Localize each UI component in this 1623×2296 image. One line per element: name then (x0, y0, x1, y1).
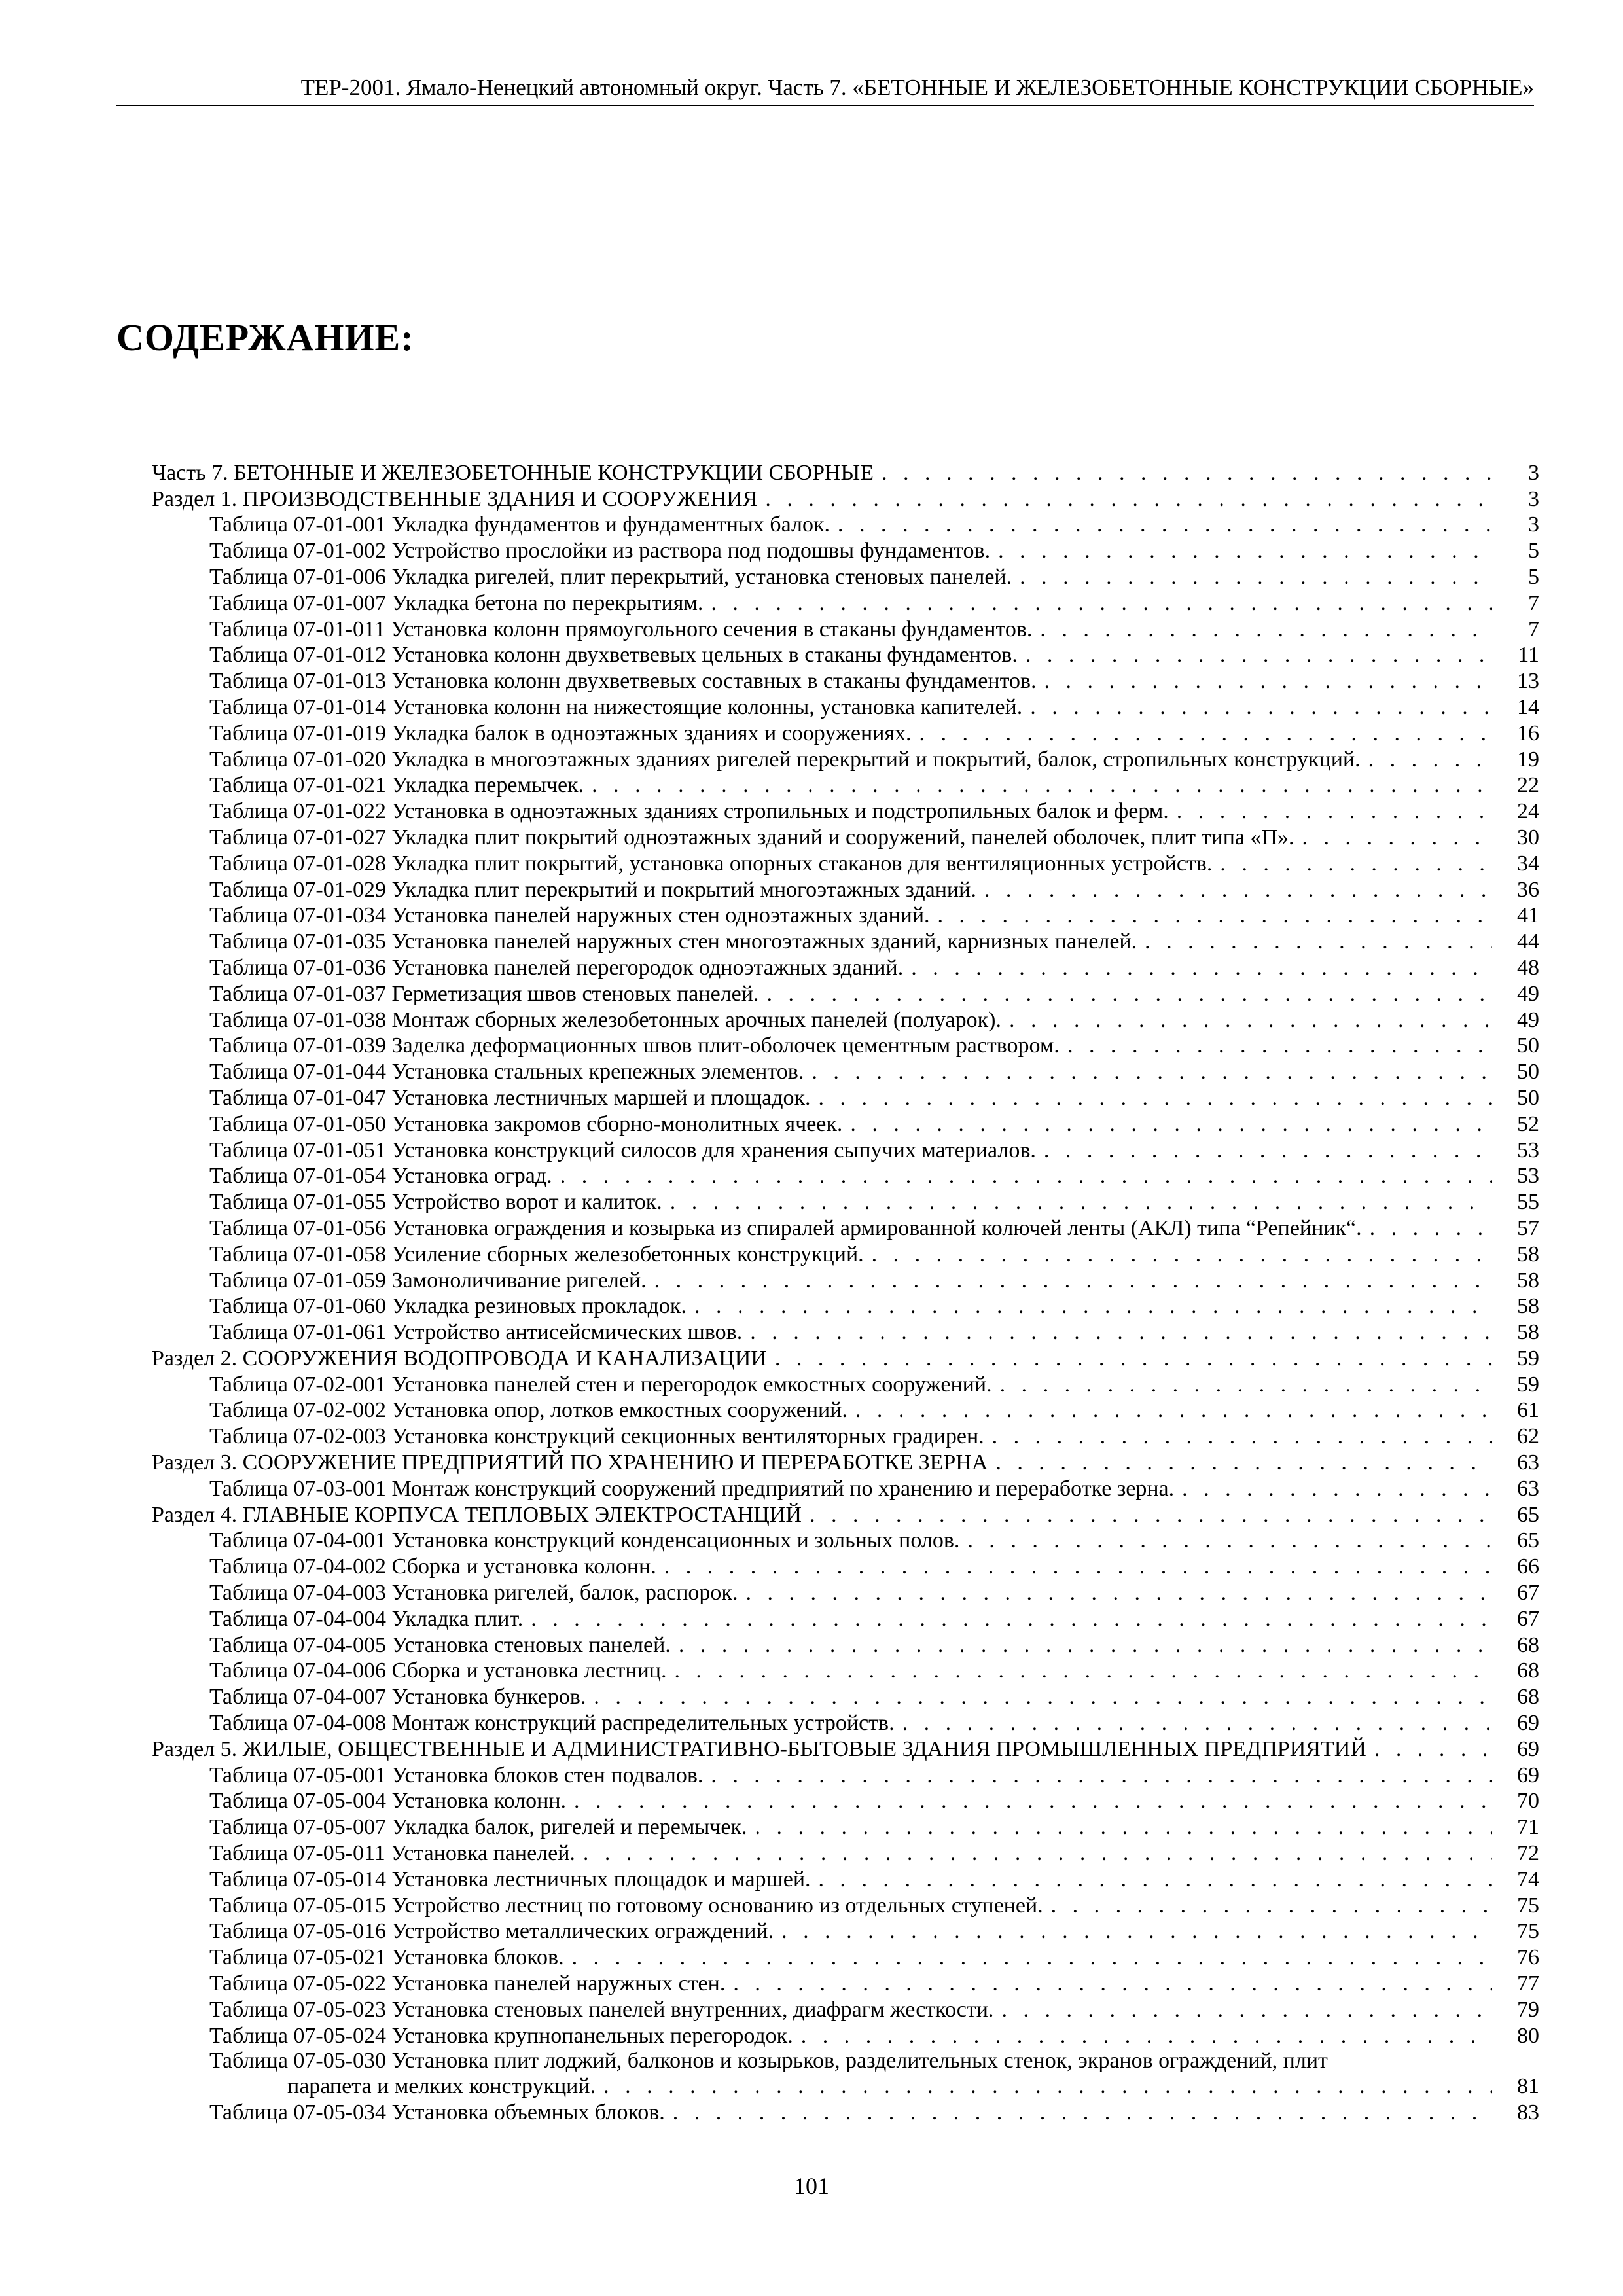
toc-entry[interactable] (152, 1293, 1539, 1319)
toc-entry-text: Таблица 07-01-056 Установка ограждения и козырька из спиралей армированной колючей ленты (АКЛ) типа “Репейник“. (209, 1215, 1362, 1240)
leader-dots (838, 512, 1492, 537)
toc-entry[interactable] (152, 1553, 1539, 1579)
toc-entry[interactable] (152, 1762, 1539, 1788)
toc-entry-text: Таблица 07-01-055 Устройство ворот и калиток. (209, 1190, 662, 1215)
toc-page-number: 58 (1517, 1320, 1539, 1345)
leader-dots (594, 1685, 1492, 1710)
toc-entry-text: Таблица 07-01-037 Герметизация швов стеновых панелей. (209, 981, 759, 1006)
toc-page-number: 53 (1517, 1138, 1539, 1162)
toc-page-number: 69 (1517, 1736, 1539, 1761)
toc-entry-text: Таблица 07-01-007 Укладка бетона по перекрытиям. (209, 590, 704, 615)
toc-page-number: 44 (1517, 929, 1539, 954)
toc-entry-text: Таблица 07-01-034 Установка панелей наружных стен одноэтажных зданий. (209, 903, 930, 928)
toc-entry[interactable] (152, 1840, 1539, 1866)
toc-page-number: 22 (1517, 773, 1539, 798)
leader-dots (992, 1424, 1492, 1449)
toc-entry-text: Таблица 07-01-019 Укладка балок в одноэтажных зданиях и сооружениях. (209, 721, 912, 745)
toc-entry-text-continued: парапета и мелких конструкций. (287, 2074, 596, 2099)
toc-part[interactable] (152, 459, 1539, 486)
toc-entry-text: Таблица 07-01-038 Монтаж сборных железобетонных арочных панелей (полуарок). (209, 1007, 1001, 1032)
toc-entry-text: Таблица 07-01-058 Усиление сборных железобетонных конструкций. (209, 1242, 864, 1266)
toc-entry-text: Таблица 07-05-016 Устройство металлических ограждений. (209, 1919, 774, 1944)
toc-entry-text: Таблица 07-01-006 Укладка ригелей, плит перекрытий, установка стеновых панелей. (209, 564, 1012, 589)
toc-entry-text: Таблица 07-04-008 Монтаж конструкций распределительных устройств. (209, 1711, 895, 1736)
leader-dots (1220, 852, 1492, 876)
toc-page-number: 69 (1517, 1711, 1539, 1736)
toc-entry[interactable] (152, 876, 1539, 903)
toc-page-number: 77 (1517, 1971, 1539, 1996)
toc-entry[interactable] (152, 1319, 1539, 1345)
toc-page-number: 67 (1517, 1606, 1539, 1631)
toc-page-number: 24 (1517, 799, 1539, 824)
toc-entry-text: Таблица 07-05-024 Установка крупнопанельных перегородок. (209, 2023, 793, 2048)
toc-entry-text: Таблица 07-01-061 Устройство антисейсмических швов. (209, 1320, 743, 1345)
toc-entry[interactable] (152, 746, 1539, 772)
toc-entry-text: Таблица 07-01-001 Укладка фундаментов и фундаментных балок. (209, 512, 830, 537)
header-rule (116, 105, 1534, 106)
page-number: 101 (794, 2173, 829, 2199)
toc-entry-text: Таблица 07-04-003 Установка ригелей, балок, распорок. (209, 1581, 738, 1605)
toc-entry[interactable] (152, 1710, 1539, 1736)
toc-entry-text: Таблица 07-01-060 Укладка резиновых прокладок. (209, 1294, 687, 1319)
toc-entry[interactable] (152, 772, 1539, 798)
toc-entry[interactable] (152, 928, 1539, 954)
toc-entry-text: Таблица 07-05-021 Установка блоков. (209, 1945, 564, 1970)
toc-entry[interactable] (152, 1814, 1539, 1840)
leader-dots (694, 1294, 1492, 1319)
toc-entry-text: Таблица 07-04-007 Установка бункеров. (209, 1685, 586, 1710)
toc-page-number: 83 (1517, 2100, 1539, 2125)
toc-entry-text: Таблица 07-05-023 Установка стеновых панелей внутренних, диафрагм жесткости. (209, 1997, 994, 2022)
leader-dots (819, 1867, 1492, 1892)
toc-entry[interactable] (152, 1996, 1539, 2022)
leader-dots (998, 539, 1492, 564)
toc-page-number: 53 (1517, 1164, 1539, 1189)
leader-dots (711, 591, 1492, 616)
leader-dots (673, 2100, 1492, 2125)
leader-dots (995, 1450, 1492, 1475)
toc-entry-text: Таблица 07-04-004 Укладка плит. (209, 1606, 524, 1631)
toc-entry-text: Раздел 4. ГЛАВНЫЕ КОРПУСА ТЕПЛОВЫХ ЭЛЕКТРОСТАНЦИЙ (152, 1502, 802, 1527)
toc-entry[interactable] (152, 954, 1539, 980)
leader-dots (733, 1971, 1492, 1996)
toc-entry[interactable] (152, 1267, 1539, 1293)
toc-entry-text: Таблица 07-01-029 Укладка плит перекрытий и покрытий многоэтажных зданий. (209, 877, 976, 902)
leader-dots (574, 1789, 1492, 1814)
toc-section[interactable] (152, 1449, 1539, 1475)
leader-dots (674, 1659, 1492, 1683)
toc-entry-text: Таблица 07-05-004 Установка колонн. (209, 1789, 567, 1814)
toc-entry[interactable] (152, 1918, 1539, 1945)
toc-entry[interactable] (152, 980, 1539, 1007)
table-of-contents (152, 459, 1539, 2125)
toc-entry[interactable] (152, 1371, 1539, 1397)
toc-entry-text: Таблица 07-01-039 Заделка деформационных швов плит-оболочек цементным раствором. (209, 1033, 1060, 1058)
toc-page-number: 14 (1517, 694, 1539, 719)
toc-entry-text: Таблица 07-01-054 Установка оград. (209, 1164, 552, 1189)
leader-dots (531, 1607, 1492, 1632)
leader-dots (812, 1060, 1492, 1085)
toc-entry[interactable] (152, 1189, 1539, 1215)
toc-entry[interactable] (152, 1683, 1539, 1710)
toc-entry[interactable] (152, 512, 1539, 538)
toc-page-number: 19 (1517, 747, 1539, 772)
toc-entry[interactable] (152, 668, 1539, 694)
toc-page-number: 58 (1517, 1268, 1539, 1293)
toc-entry-text: Таблица 07-05-001 Установка блоков стен подвалов. (209, 1763, 704, 1787)
toc-entries (152, 459, 1539, 2049)
toc-entry-text: Таблица 07-01-035 Установка панелей наружных стен многоэтажных зданий, карнизных панелей. (209, 929, 1137, 954)
leader-dots (1044, 1138, 1492, 1163)
leader-dots (1302, 825, 1492, 850)
toc-entry-text: Таблица 07-05-030 Установка плит лоджий, балконов и козырьков, разделительных стенок, экранов ограждений, плит (209, 2048, 1328, 2073)
leader-dots (765, 487, 1492, 512)
toc-entry-text: Таблица 07-05-022 Установка панелей наружных стен. (209, 1971, 726, 1996)
toc-entry-text: Раздел 1. ПРОИЗВОДСТВЕННЫЕ ЗДАНИЯ И СООРУЖЕНИЯ (152, 486, 758, 511)
toc-page-number: 79 (1517, 1997, 1539, 2022)
leader-dots (1026, 643, 1492, 668)
toc-page-number: 48 (1517, 955, 1539, 980)
toc-page-number: 71 (1517, 1815, 1539, 1840)
leader-dots (670, 1190, 1492, 1215)
toc-entry-text: Таблица 07-03-001 Монтаж конструкций сооружений предприятий по хранению и переработке зерна. (209, 1476, 1175, 1501)
toc-page-number: 50 (1517, 1060, 1539, 1085)
toc-entry-text: Таблица 07-01-002 Устройство прослойки из раствора под подошвы фундаментов. (209, 539, 991, 564)
toc-entry[interactable] (152, 616, 1539, 642)
toc-entry[interactable] (152, 537, 1539, 564)
toc-entry[interactable] (152, 1970, 1539, 1996)
toc-entry[interactable] (152, 1241, 1539, 1267)
toc-entry[interactable] (152, 1085, 1539, 1111)
toc-page-number: 70 (1517, 1789, 1539, 1814)
leader-dots (882, 461, 1492, 486)
toc-entry[interactable] (152, 1163, 1539, 1189)
leader-dots (938, 903, 1492, 928)
toc-page-number: 7 (1528, 617, 1539, 641)
toc-entry[interactable] (152, 1658, 1539, 1684)
toc-page-number: 68 (1517, 1632, 1539, 1657)
toc-page-number: 65 (1517, 1502, 1539, 1527)
leader-dots (1030, 695, 1492, 720)
leader-dots (1374, 1737, 1492, 1762)
leader-dots (775, 1346, 1492, 1371)
toc-entry[interactable] (152, 1944, 1539, 1970)
leader-dots (679, 1633, 1492, 1658)
toc-page-number: 50 (1517, 1085, 1539, 1110)
toc-page-number: 59 (1517, 1372, 1539, 1397)
toc-page-number: 3 (1528, 486, 1539, 511)
toc-page-number: 52 (1517, 1111, 1539, 1136)
toc-entry-text: Раздел 2. СООРУЖЕНИЯ ВОДОПРОВОДА И КАНАЛИЗАЦИИ (152, 1346, 767, 1371)
toc-section[interactable] (152, 1345, 1539, 1371)
toc-entry-wrapped[interactable] (152, 2049, 1539, 2073)
toc-entry[interactable] (152, 1892, 1539, 1918)
leader-dots (781, 1919, 1492, 1944)
leader-dots (603, 2074, 1492, 2099)
toc-entry-text: Часть 7. БЕТОННЫЕ И ЖЕЛЕЗОБЕТОННЫЕ КОНСТРУКЦИИ СБОРНЫЕ (152, 460, 874, 485)
toc-section[interactable] (152, 1501, 1539, 1528)
toc-entry-text: Таблица 07-04-001 Установка конструкций конденсационных и зольных полов. (209, 1528, 960, 1553)
leader-dots (745, 1581, 1492, 1605)
toc-page-number: 66 (1517, 1554, 1539, 1579)
toc-entry-text: Таблица 07-01-013 Установка колонн двухветвевых составных в стаканы фундаментов. (209, 669, 1037, 694)
toc-page-number: 3 (1528, 460, 1539, 485)
toc-page-number: 68 (1517, 1685, 1539, 1710)
toc-entry[interactable] (152, 903, 1539, 929)
toc-entry-text: Таблица 07-05-015 Устройство лестниц по готовому основанию из отдельных ступеней. (209, 1893, 1043, 1918)
toc-entry-text: Раздел 5. ЖИЛЫЕ, ОБЩЕСТВЕННЫЕ И АДМИНИСТРАТИВНО-БЫТОВЫЕ ЗДАНИЯ ПРОМЫШЛЕННЫХ ПРЕДПРИЯТИЙ (152, 1736, 1366, 1761)
toc-entry[interactable] (152, 824, 1539, 850)
leader-dots (755, 1815, 1492, 1840)
toc-entry-text: Таблица 07-01-011 Установка колонн прямоугольного сечения в стаканы фундаментов. (209, 617, 1033, 641)
toc-entry[interactable] (152, 642, 1539, 668)
leader-dots (819, 1086, 1492, 1111)
toc-entry-text: Таблица 07-05-014 Установка лестничных площадок и маршей. (209, 1867, 811, 1892)
toc-entry-text: Таблица 07-04-006 Сборка и установка лестниц. (209, 1659, 667, 1683)
toc-page-number: 72 (1517, 1841, 1539, 1866)
toc-entry[interactable] (152, 1788, 1539, 1814)
toc-page-number: 13 (1517, 669, 1539, 694)
leader-dots (919, 721, 1492, 746)
leader-dots (664, 1554, 1492, 1579)
toc-entry[interactable] (152, 1137, 1539, 1163)
page-title: СОДЕРЖАНИЕ: (116, 316, 414, 359)
leader-dots (1001, 1998, 1492, 2022)
toc-entry[interactable] (152, 720, 1539, 746)
toc-page-number: 5 (1528, 564, 1539, 589)
toc-entry-text: Таблица 07-01-028 Укладка плит покрытий, установка опорных стаканов для вентиляционных устройств. (209, 851, 1213, 876)
toc-section[interactable] (152, 1736, 1539, 1762)
leader-dots (1000, 1372, 1492, 1397)
toc-page-number: 57 (1517, 1215, 1539, 1240)
toc-entry-continuation[interactable] (152, 2073, 1539, 2100)
leader-dots (850, 1112, 1492, 1137)
toc-page-number: 75 (1517, 1919, 1539, 1944)
toc-entry[interactable] (152, 1579, 1539, 1605)
leader-dots (1051, 1893, 1492, 1918)
toc-entry[interactable] (152, 564, 1539, 590)
toc-page-number: 36 (1517, 877, 1539, 902)
leader-dots (984, 878, 1492, 903)
toc-page-number: 16 (1517, 721, 1539, 745)
toc-entry-text: Таблица 07-01-022 Установка в одноэтажных зданиях стропильных и подстропильных балок и ферм. (209, 799, 1169, 824)
toc-entry[interactable] (152, 1033, 1539, 1059)
leader-dots (1370, 1216, 1492, 1241)
toc-page-number: 7 (1528, 590, 1539, 615)
toc-page-number: 58 (1517, 1294, 1539, 1319)
toc-entry-text: Таблица 07-02-003 Установка конструкций секционных вентиляторных градирен. (209, 1424, 984, 1449)
toc-entry[interactable] (152, 850, 1539, 876)
leader-dots (1044, 669, 1492, 694)
toc-entry-text: Таблица 07-05-007 Укладка балок, ригелей и перемычек. (209, 1815, 747, 1840)
toc-entry[interactable] (152, 590, 1539, 616)
toc-entry-text: Таблица 07-01-050 Установка закромов сборно-монолитных ячеек. (209, 1111, 843, 1136)
leader-dots (1009, 1008, 1492, 1033)
toc-page-number: 81 (1517, 2074, 1539, 2099)
running-header: ТЕР-2001. Ямало-Ненецкий автономный округ. Часть 7. «БЕТОННЫЕ И ЖЕЛЕЗОБЕТОННЫЕ КОНСТРУКЦИИ СБОРНЫЕ» (300, 75, 1534, 100)
toc-entry-text: Таблица 07-02-002 Установка опор, лотков емкостных сооружений. (209, 1398, 847, 1423)
leader-dots (872, 1242, 1492, 1267)
toc-entry-text: Таблица 07-04-002 Сборка и установка колонн. (209, 1554, 656, 1579)
leader-dots (750, 1320, 1492, 1345)
toc-entry[interactable] (152, 2022, 1539, 2049)
toc-entry[interactable] (152, 1058, 1539, 1085)
toc-page-number: 68 (1517, 1659, 1539, 1683)
leader-dots (810, 1503, 1492, 1528)
toc-page-number: 63 (1517, 1476, 1539, 1501)
toc-entry[interactable] (152, 1605, 1539, 1632)
toc-entry-text: Таблица 07-05-011 Установка панелей. (209, 1841, 575, 1866)
toc-page-number: 74 (1517, 1867, 1539, 1892)
leader-dots (592, 773, 1492, 798)
leader-dots (1145, 929, 1492, 954)
leader-dots (1177, 799, 1492, 824)
toc-page-number: 61 (1517, 1398, 1539, 1423)
leader-dots (1368, 747, 1492, 772)
toc-page-number: 30 (1517, 825, 1539, 850)
leader-dots (560, 1164, 1492, 1189)
toc-page-number: 75 (1517, 1893, 1539, 1918)
toc-entry-text: Таблица 07-01-044 Установка стальных крепежных элементов. (209, 1060, 804, 1085)
leader-dots (1040, 617, 1492, 642)
toc-page-number: 3 (1528, 512, 1539, 537)
toc-entry[interactable] (152, 1397, 1539, 1424)
leader-dots (967, 1528, 1492, 1553)
toc-entry-text: Таблица 07-05-034 Установка объемных блоков. (209, 2100, 665, 2125)
toc-page-number: 59 (1517, 1346, 1539, 1371)
toc-section[interactable] (152, 486, 1539, 512)
toc-page-number: 49 (1517, 981, 1539, 1006)
toc-page-number: 76 (1517, 1945, 1539, 1970)
leader-dots (572, 1945, 1492, 1970)
toc-entry[interactable] (152, 798, 1539, 824)
toc-entry-text: Таблица 07-01-020 Укладка в многоэтажных зданиях ригелей перекрытий и покрытий, балок, стропильных конструкций. (209, 747, 1361, 772)
toc-entry-text: Таблица 07-04-005 Установка стеновых панелей. (209, 1632, 671, 1657)
leader-dots (711, 1763, 1492, 1788)
toc-page-number: 80 (1517, 2023, 1539, 2048)
leader-dots (583, 1841, 1492, 1866)
toc-entry-text: Раздел 3. СООРУЖЕНИЕ ПРЕДПРИЯТИЙ ПО ХРАНЕНИЮ И ПЕРЕРАБОТКЕ ЗЕРНА (152, 1450, 988, 1475)
leader-dots (911, 956, 1492, 980)
leader-dots (1020, 565, 1492, 590)
toc-entry[interactable] (152, 694, 1539, 720)
toc-page-number: 5 (1528, 539, 1539, 564)
leader-dots (801, 2024, 1492, 2049)
toc-page-number: 63 (1517, 1450, 1539, 1475)
toc-page-number: 55 (1517, 1190, 1539, 1215)
toc-entry[interactable] (152, 2099, 1539, 2125)
toc-entry-text: Таблица 07-01-014 Установка колонн на нижестоящие колонны, установка капителей. (209, 694, 1023, 719)
toc-entry[interactable] (152, 1528, 1539, 1554)
toc-entry[interactable] (152, 1215, 1539, 1241)
toc-page-number: 62 (1517, 1424, 1539, 1449)
toc-page-number: 65 (1517, 1528, 1539, 1553)
leader-dots (654, 1268, 1492, 1293)
leader-dots (855, 1398, 1492, 1423)
toc-entry-text: Таблица 07-01-012 Установка колонн двухветвевых цельных в стаканы фундаментов. (209, 643, 1018, 668)
leader-dots (1067, 1033, 1492, 1058)
toc-page-number: 50 (1517, 1033, 1539, 1058)
toc-entry-text: Таблица 07-01-059 Замоноличивание ригелей. (209, 1268, 647, 1293)
toc-entry[interactable] (152, 1007, 1539, 1033)
toc-page-number: 58 (1517, 1242, 1539, 1266)
toc-entry[interactable] (152, 1475, 1539, 1501)
leader-dots (766, 982, 1492, 1007)
toc-page-number: 11 (1518, 643, 1539, 668)
leader-dots (902, 1711, 1492, 1736)
toc-entry[interactable] (152, 1111, 1539, 1137)
toc-page-number: 69 (1517, 1763, 1539, 1787)
toc-entry[interactable] (152, 1866, 1539, 1892)
toc-entry-text: Таблица 07-01-036 Установка панелей перегородок одноэтажных зданий. (209, 955, 904, 980)
toc-entry-text: Таблица 07-01-021 Укладка перемычек. (209, 773, 584, 798)
toc-entry-text: Таблица 07-01-051 Установка конструкций силосов для хранения сыпучих материалов. (209, 1138, 1036, 1162)
toc-page-number: 49 (1517, 1007, 1539, 1032)
toc-page-number: 67 (1517, 1581, 1539, 1605)
toc-page-number: 34 (1517, 851, 1539, 876)
toc-page-number: 41 (1517, 903, 1539, 928)
toc-entry-text: Таблица 07-01-027 Укладка плит покрытий одноэтажных зданий и сооружений, панелей оболочек, плит типа «П». (209, 825, 1294, 850)
toc-entry-text: Таблица 07-01-047 Установка лестничных маршей и площадок. (209, 1085, 811, 1110)
toc-entry[interactable] (152, 1423, 1539, 1449)
toc-entry[interactable] (152, 1632, 1539, 1658)
leader-dots (1182, 1477, 1492, 1501)
toc-entry-text: Таблица 07-02-001 Установка панелей стен и перегородок емкостных сооружений. (209, 1372, 992, 1397)
